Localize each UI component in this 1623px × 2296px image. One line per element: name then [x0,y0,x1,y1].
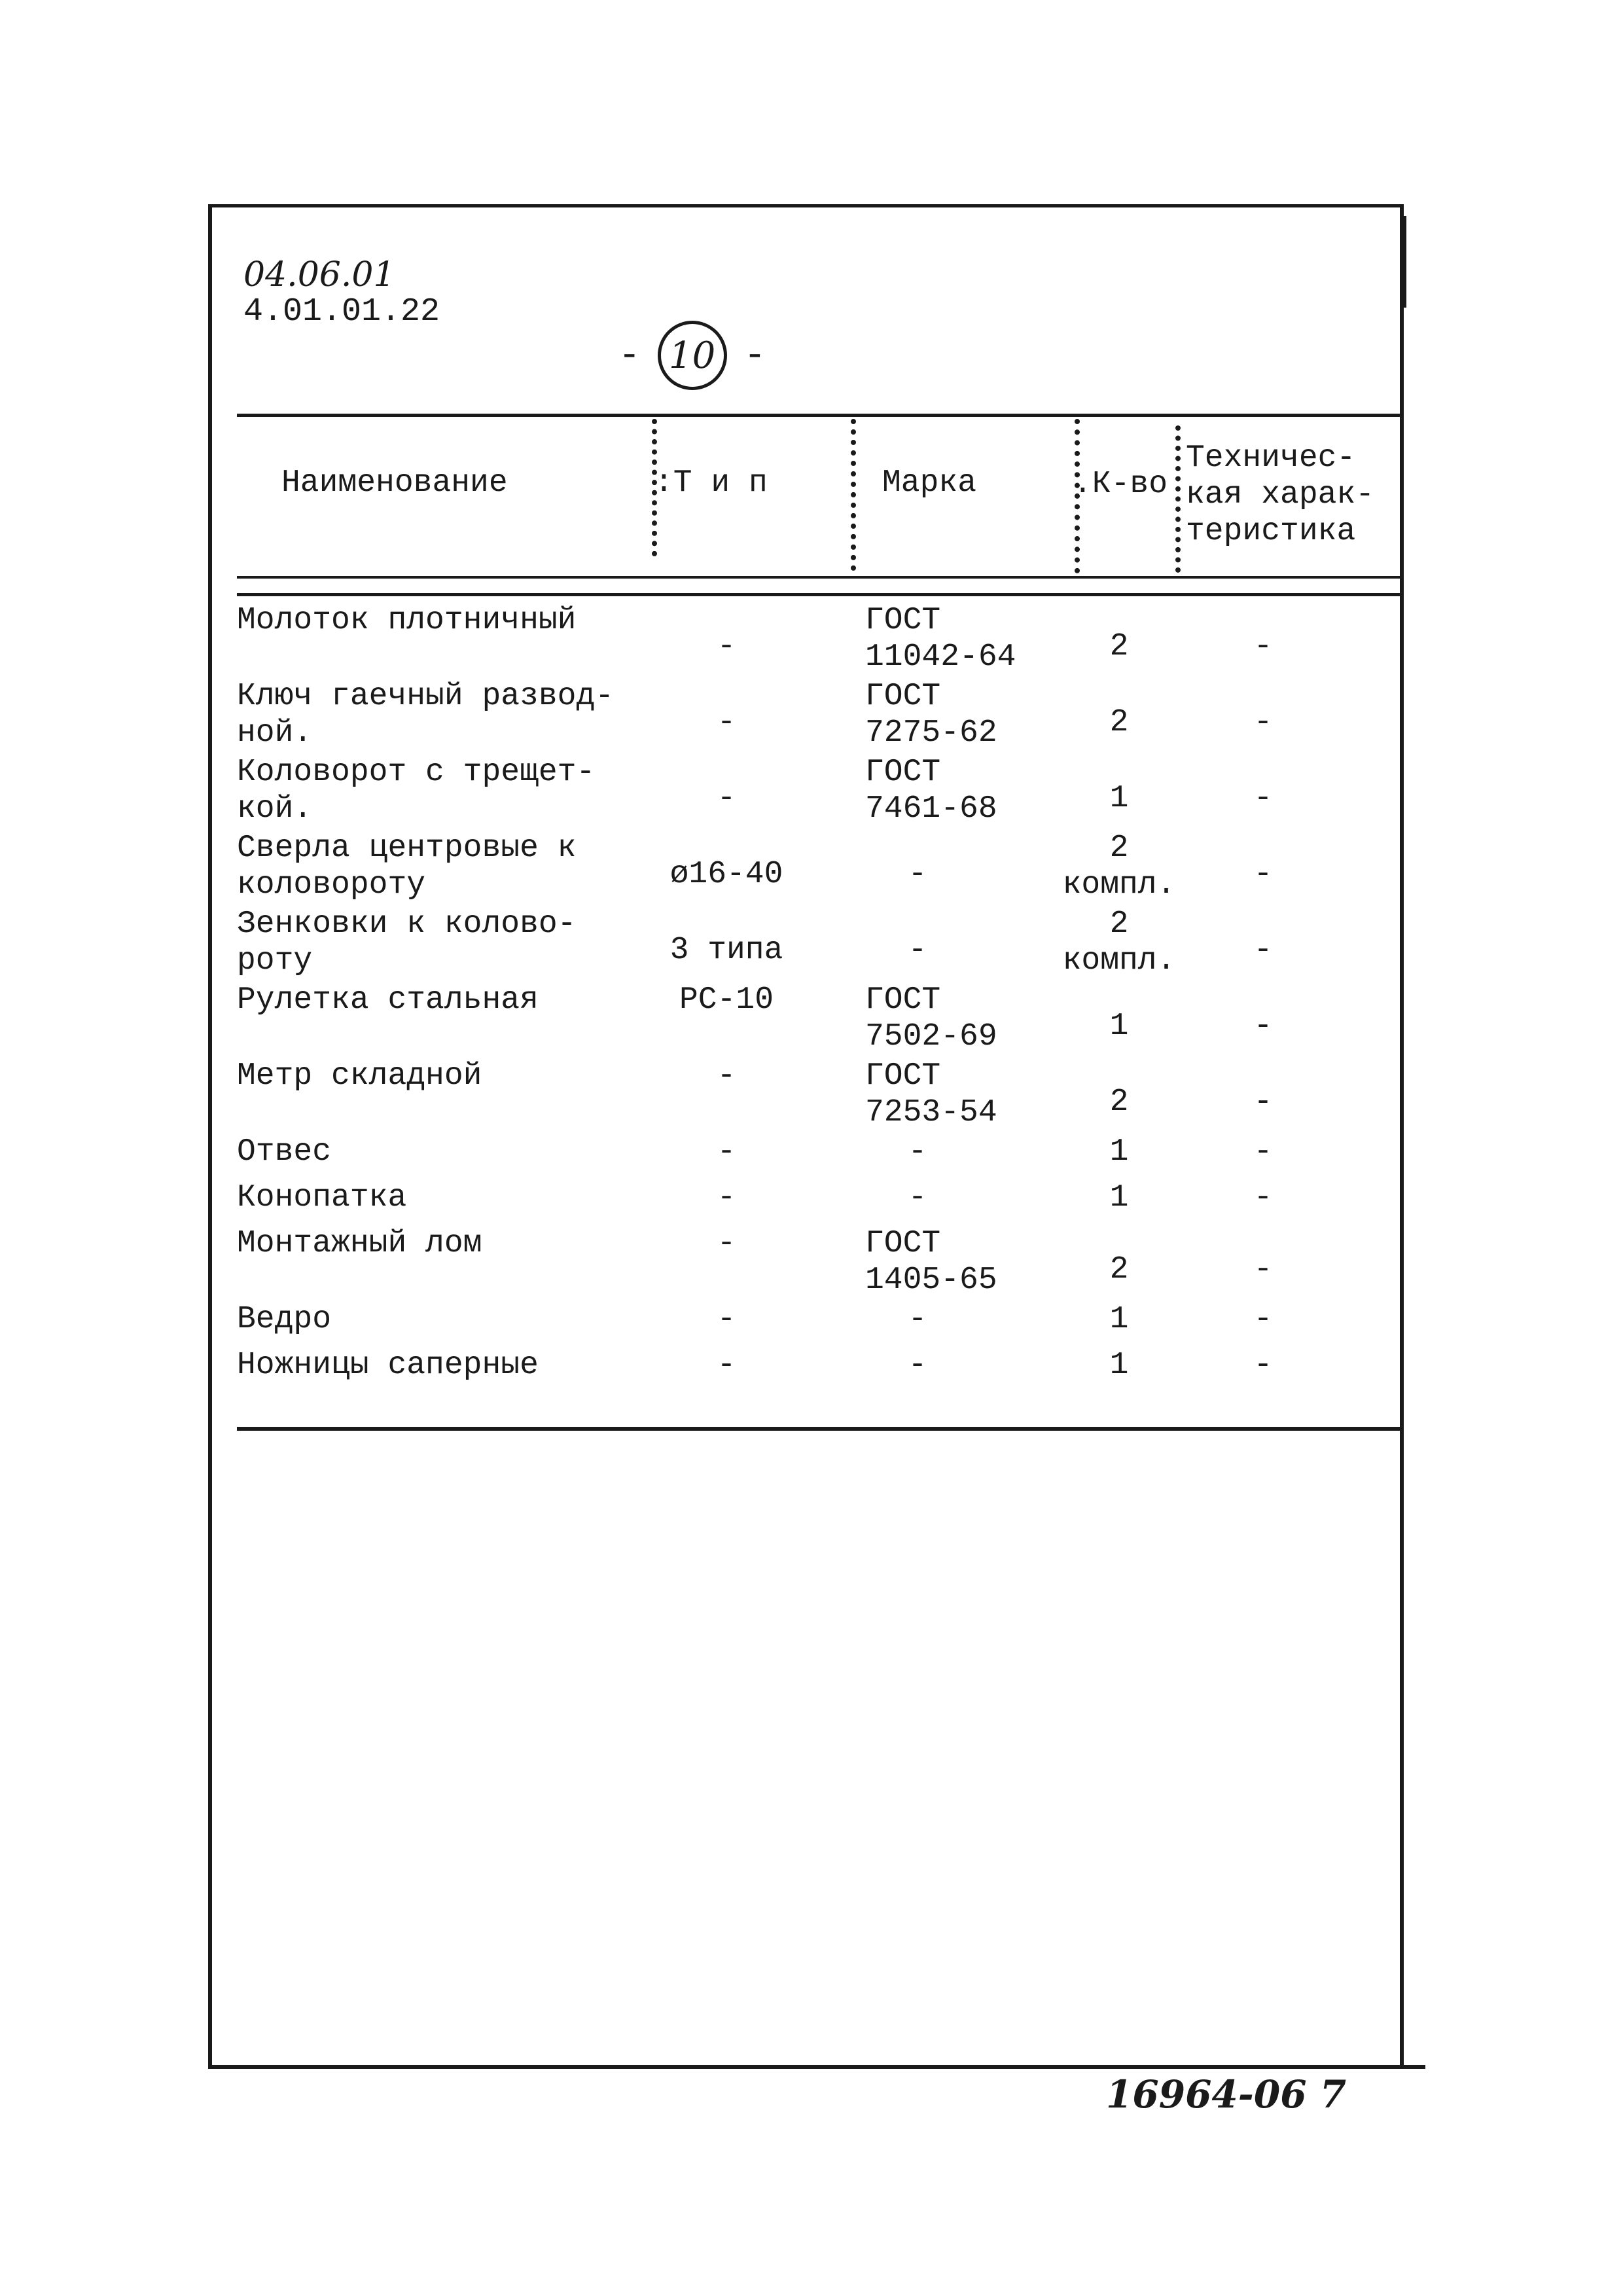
table-row [0,1225,1623,1301]
cell-type: - [717,1226,736,1261]
cell-type: - [717,1134,736,1170]
cell-qty: 1 [1109,1134,1129,1170]
cell-tech: - [1253,1348,1273,1383]
cell-qty: 1 [1109,1302,1129,1337]
cell-name: Ножницы саперные [237,1348,539,1383]
page-number [618,321,766,390]
cell-mark: - [908,1348,927,1383]
document-code: 4.01.01.22 [243,293,440,331]
cell-mark: - [908,1134,927,1170]
cell-type: - [717,1302,736,1337]
table-bottom-rule [237,1427,1402,1431]
cell-name: Коловорот с трещет- кой. [237,755,596,827]
table-row [0,906,1623,982]
page-dash-left: - [618,334,641,376]
table-row [0,1058,1623,1134]
column-divider [851,419,856,571]
cell-mark: ГОСТ 7461-68 [865,755,997,827]
cell-name: Метр складной [237,1058,482,1094]
table-top-rule [237,414,1402,417]
column-header-mark: Марка [882,465,977,501]
cell-name: Монтажный лом [237,1226,482,1261]
cell-tech: - [1253,1009,1273,1044]
cell-tech: - [1253,705,1273,740]
page-number-value: 10 [668,334,716,377]
cell-type: - [717,705,736,740]
cell-type: - [717,1180,736,1215]
cell-qty: 1 [1109,1009,1129,1044]
header-bottom-rule [237,576,1402,579]
column-header-tech: Техничес- кая харак- теристика [1186,440,1375,549]
cell-mark: - [908,933,927,968]
column-header-name: Наименование [281,465,508,501]
column-header-type: :Т и п [654,465,768,501]
frame-top-border [208,204,1403,207]
cell-name: Конопатка [237,1180,407,1215]
cell-qty: 2 [1109,1085,1129,1120]
archive-code: 16964-06 7 [1106,2072,1347,2117]
cell-qty: 2 компл. [1062,906,1176,978]
cell-tech: - [1253,1134,1273,1170]
cell-type: ø16-40 [669,857,783,892]
cell-qty: 2 [1109,629,1129,664]
column-divider [1175,425,1181,573]
cell-mark: ГОСТ 7502-69 [865,982,997,1054]
cell-tech: - [1253,857,1273,892]
cell-name: Рулетка стальная [237,982,539,1018]
cell-tech: - [1253,1180,1273,1215]
table-row [0,678,1623,754]
cell-mark: ГОСТ 1405-65 [865,1226,997,1298]
cell-qty: 2 [1109,1252,1129,1287]
cell-type: - [717,781,736,816]
cell-mark: - [908,857,927,892]
cell-type: - [717,629,736,664]
cell-tech: - [1253,1085,1273,1120]
table-row [0,982,1623,1058]
cell-name: Сверла центровые к коловороту [237,831,577,903]
cell-type: РС-10 [679,982,774,1018]
cell-mark: ГОСТ 11042-64 [865,603,1016,675]
cell-qty: 1 [1109,1180,1129,1215]
cell-mark: ГОСТ 7275-62 [865,679,997,751]
header-bottom-rule-double [237,593,1402,596]
table-row [0,602,1623,678]
cell-name: Ведро [237,1302,332,1337]
cell-qty: 1 [1109,781,1129,816]
cell-mark: - [908,1302,927,1337]
frame-corner-mark [1401,216,1406,308]
cell-tech: - [1253,933,1273,968]
column-header-qty: .К-во [1073,467,1168,502]
page-number-circle [658,321,727,390]
cell-mark: ГОСТ 7253-54 [865,1058,997,1130]
cell-qty: 2 [1109,705,1129,740]
cell-tech: - [1253,1252,1273,1287]
cell-tech: - [1253,1302,1273,1337]
table-row [0,754,1623,830]
table-row [0,830,1623,906]
page-dash-right: - [743,334,766,376]
cell-name: Молоток плотничный [237,603,577,638]
cell-qty: 1 [1109,1348,1129,1383]
cell-type: - [717,1058,736,1094]
cell-name: Отвес [237,1134,332,1170]
table-row [0,1347,1623,1423]
handwritten-code: 04.06.01 [243,255,395,295]
cell-type: 3 типа [669,933,783,968]
cell-name: Зенковки к коловo- роту [237,906,577,978]
cell-tech: - [1253,781,1273,816]
cell-name: Ключ гаечный развод- ной. [237,679,615,751]
cell-qty: 2 компл. [1062,831,1176,903]
cell-mark: - [908,1180,927,1215]
frame-bottom-border [208,2065,1425,2069]
cell-tech: - [1253,629,1273,664]
cell-type: - [717,1348,736,1383]
